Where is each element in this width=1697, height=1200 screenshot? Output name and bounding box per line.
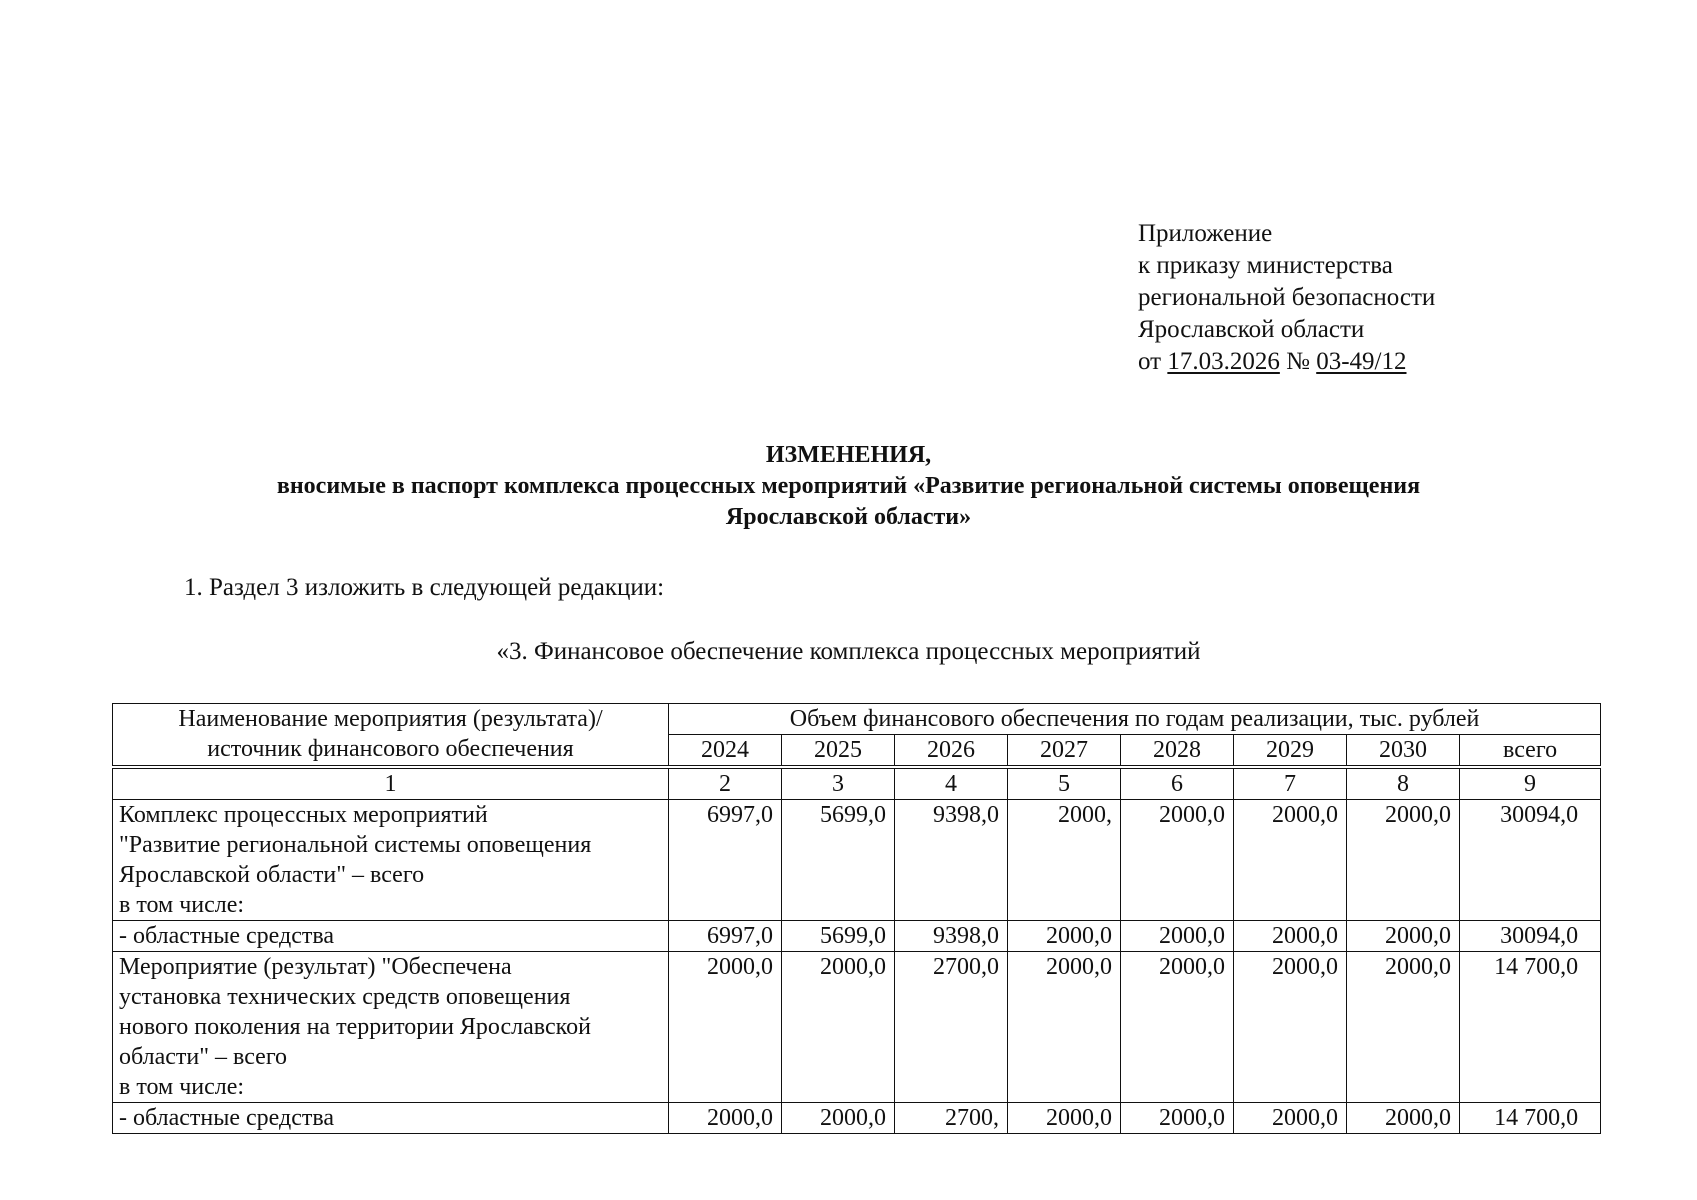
title-subtitle-line1: вносимые в паспорт комплекса процессных мероприятий «Развитие региональной системы оповещения: [276, 473, 1421, 499]
value-cell: 2000,0: [669, 1103, 782, 1134]
column-number: 4: [895, 767, 1008, 800]
header-name-line1: Наименование мероприятия (результата)/: [178, 706, 603, 732]
value-cell: 2000,0: [782, 952, 895, 1103]
column-number: 1: [113, 767, 669, 800]
column-number: 2: [669, 767, 782, 800]
table-row: [113, 952, 1601, 1103]
appendix-date-prefix: от: [1138, 348, 1168, 375]
header-name-line2: источник финансового обеспечения: [207, 736, 574, 762]
column-number: 6: [1121, 767, 1234, 800]
value-cell: 2000,0: [1347, 1103, 1460, 1134]
row-name-line: в том числе:: [119, 892, 245, 918]
header-year: 2030: [1347, 735, 1460, 768]
header-year: 2024: [669, 735, 782, 768]
value-cell: 2000,0: [1234, 1103, 1347, 1134]
value-cell: 6997,0: [669, 800, 782, 921]
table-row: [113, 921, 1601, 952]
value-cell: 2000,0: [1121, 952, 1234, 1103]
value-cell: 2700,0: [895, 952, 1008, 1103]
row-name-line: Мероприятие (результат) "Обеспечена: [119, 954, 512, 980]
appendix-number-prefix: №: [1279, 348, 1317, 375]
header-year: 2028: [1121, 735, 1234, 768]
value-cell: 2000,0: [1121, 1103, 1234, 1134]
row-name-line: - областные средства: [119, 923, 335, 949]
value-cell: 2000,0: [1121, 800, 1234, 921]
header-year: 2029: [1234, 735, 1347, 768]
value-cell: 2700,: [895, 1103, 1008, 1134]
column-number: 9: [1460, 767, 1601, 800]
appendix-order-ref: к приказу министерства: [1138, 252, 1393, 279]
document-title: [0, 440, 1697, 533]
total-cell: 14 700,0: [1460, 952, 1601, 1103]
value-cell: 2000,0: [1347, 921, 1460, 952]
value-cell: 2000,0: [1008, 952, 1121, 1103]
value-cell: 2000,0: [1121, 921, 1234, 952]
value-cell: 2000,0: [1347, 800, 1460, 921]
value-cell: 6997,0: [669, 921, 782, 952]
value-cell: 2000,0: [1234, 800, 1347, 921]
value-cell: 2000,0: [669, 952, 782, 1103]
column-number: 5: [1008, 767, 1121, 800]
appendix-date: 17.03.2026: [1167, 348, 1280, 375]
value-cell: 9398,0: [895, 800, 1008, 921]
row-name-line: "Развитие региональной системы оповещения: [119, 832, 592, 858]
row-name: [113, 1103, 669, 1134]
value-cell: 2000,0: [1234, 921, 1347, 952]
total-cell: 30094,0: [1460, 800, 1601, 921]
appendix-region: Ярославской области: [1138, 316, 1365, 343]
value-cell: 2000,0: [1234, 952, 1347, 1103]
financing-table: [112, 703, 1601, 1134]
row-name: [113, 952, 669, 1103]
header-volume: Объем финансового обеспечения по годам реализации, тыс. рублей: [669, 704, 1601, 735]
row-name-line: нового поколения на территории Ярославской: [119, 1014, 591, 1040]
column-number: 3: [782, 767, 895, 800]
value-cell: 2000,0: [782, 1103, 895, 1134]
row-name: [113, 800, 669, 921]
header-year: 2026: [895, 735, 1008, 768]
value-cell: 5699,0: [782, 921, 895, 952]
table-row: [113, 1103, 1601, 1134]
value-cell: 2000,0: [1008, 921, 1121, 952]
paragraph-1: 1. Раздел 3 изложить в следующей редакции:: [184, 574, 665, 601]
row-name-line: в том числе:: [119, 1074, 245, 1100]
row-name-line: Комплекс процессных мероприятий: [119, 802, 488, 828]
row-name-line: установка технических средств оповещения: [119, 984, 571, 1010]
total-cell: 30094,0: [1460, 921, 1601, 952]
table-row: [113, 800, 1601, 921]
value-cell: 2000,: [1008, 800, 1121, 921]
section-heading: «3. Финансовое обеспечение комплекса процессных мероприятий: [496, 638, 1201, 665]
row-name-line: Ярославской области" – всего: [119, 862, 425, 888]
title-heading: ИЗМЕНЕНИЯ,: [765, 442, 932, 468]
appendix-ministry: региональной безопасности: [1138, 284, 1436, 311]
column-number: 8: [1347, 767, 1460, 800]
header-total: всего: [1460, 735, 1601, 768]
appendix-number: 03-49/12: [1316, 348, 1407, 375]
header-name-cell: [113, 704, 669, 768]
row-name: [113, 921, 669, 952]
column-number: 7: [1234, 767, 1347, 800]
appendix-date-number: [1138, 346, 1435, 378]
value-cell: 2000,0: [1008, 1103, 1121, 1134]
appendix-block: [1138, 218, 1435, 378]
column-number-row: [113, 767, 1601, 800]
appendix-title: Приложение: [1138, 220, 1273, 247]
header-year: 2025: [782, 735, 895, 768]
total-cell: 14 700,0: [1460, 1103, 1601, 1134]
row-name-line: - областные средства: [119, 1105, 335, 1131]
value-cell: 9398,0: [895, 921, 1008, 952]
row-name-line: области" – всего: [119, 1044, 288, 1070]
title-subtitle-line2: Ярославской области»: [725, 504, 972, 530]
value-cell: 2000,0: [1347, 952, 1460, 1103]
value-cell: 5699,0: [782, 800, 895, 921]
header-year: 2027: [1008, 735, 1121, 768]
